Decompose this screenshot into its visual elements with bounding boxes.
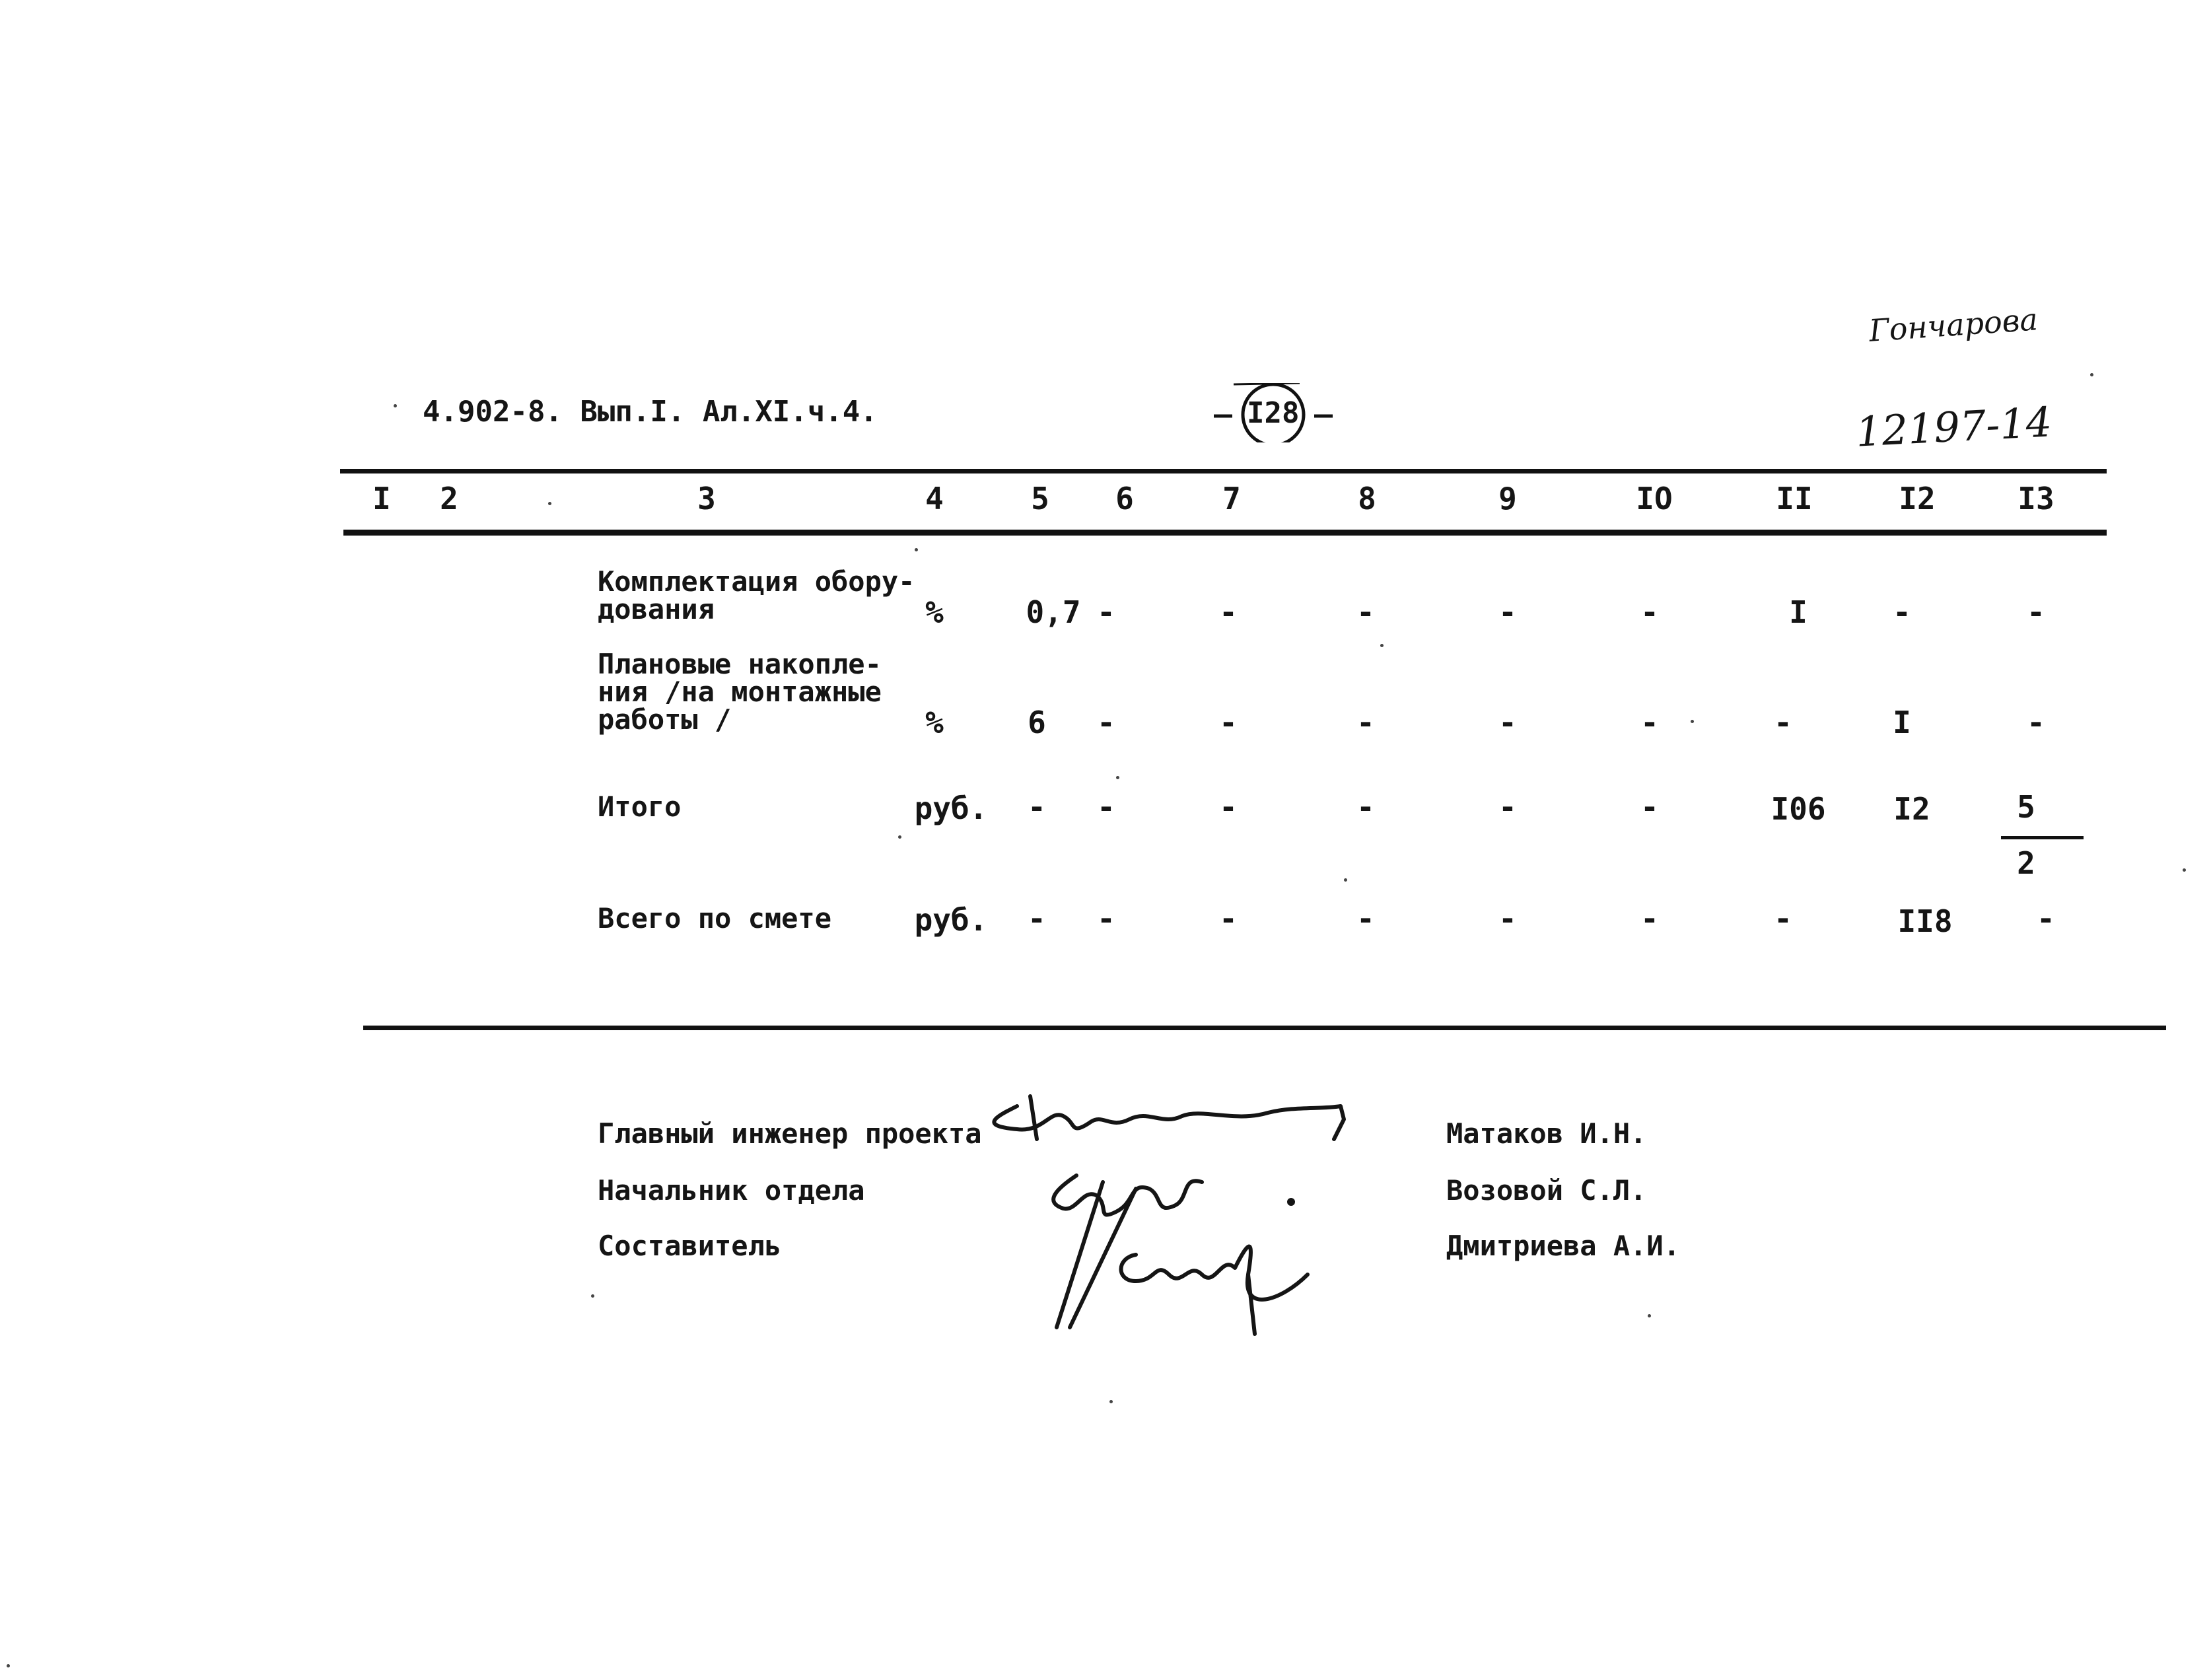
row-unit: % [925,594,944,630]
column-number: 3 [697,481,716,516]
cell-col-10: - [1640,705,1659,740]
row-label-line: дования [598,593,715,625]
row-label-line: Комплектация обору- [598,565,915,598]
signature-name: Возовой С.Л. [1446,1174,1647,1207]
column-number: 6 [1115,481,1134,516]
table-bottom-rule [363,1026,2166,1030]
cell-col-11: I06 [1771,791,1826,827]
cell-col-10: - [1640,789,1659,825]
cell-col-10: - [1640,594,1659,630]
cell-col-5: - [1028,901,1046,936]
cell-col-10: - [1640,901,1659,936]
column-number: I [372,481,391,516]
signature-role: Составитель [598,1230,782,1262]
fraction-bar [2001,836,2084,839]
cell-col-6: - [1097,789,1115,825]
document-code: 4.902-8. Вып.I. Ал.XI.ч.4. [423,395,878,429]
page-number-stamp [1214,383,1333,442]
cell-col-6: - [1097,594,1115,630]
cell-col-5: 6 [1028,705,1046,740]
cell-col-11: I [1789,594,1807,630]
cell-col-7: - [1219,594,1238,630]
signature-role: Главный инженер проекта [598,1117,982,1150]
cell-col-7: - [1219,901,1238,936]
handwritten-reference: 12197-14 [1854,398,2053,456]
row-label-line: ния /на монтажные [598,676,882,708]
row-label-line: работы / [598,703,732,736]
column-number: IO [1636,481,1673,516]
signature-name: Матаков И.Н. [1446,1117,1647,1150]
cell-col-13: - [2027,594,2045,630]
row-label-line: Итого [598,790,682,823]
row-unit: % [925,705,944,740]
cell-col-12: II8 [1897,903,1953,939]
cell-col-8: - [1356,789,1375,825]
column-number: 4 [925,481,944,516]
column-number: 7 [1222,481,1241,516]
cell-col-13-numerator: 5 [2017,789,2035,825]
cell-col-13: - [2027,705,2045,740]
row-label-line: Всего по смете [598,902,832,934]
cell-col-6: - [1097,705,1115,740]
page-number: I28 [1247,396,1300,430]
cell-col-9: - [1498,594,1517,630]
table-top-rule [340,469,2107,473]
cell-col-8: - [1356,901,1375,936]
cell-col-12: - [1893,594,1911,630]
column-number: II [1776,481,1813,516]
header-bottom-rule [343,530,2107,536]
column-number: 9 [1498,481,1517,516]
cell-col-5: - [1028,789,1046,825]
cell-col-13-denominator: 2 [2017,845,2035,881]
column-number: 8 [1358,481,1376,516]
cell-col-8: - [1356,705,1375,740]
column-number: 5 [1031,481,1049,516]
row-unit: руб. [914,790,988,826]
cell-col-5: 0,7 [1026,594,1081,630]
row-unit: руб. [914,902,988,938]
signature-role: Начальник отдела [598,1174,865,1207]
cell-col-7: - [1219,789,1238,825]
cell-col-9: - [1498,789,1517,825]
cell-col-11: - [1774,705,1792,740]
cell-col-11: - [1774,901,1792,936]
cell-col-12: I2 [1893,791,1930,827]
cell-col-6: - [1097,901,1115,936]
column-number: I3 [2018,481,2054,516]
cell-col-7: - [1219,705,1238,740]
cell-col-9: - [1498,901,1517,936]
row-label-line: Плановые накопле- [598,648,882,680]
cell-col-13: - [2037,901,2055,936]
column-number: I2 [1899,481,1936,516]
column-number: 2 [440,481,458,516]
handwritten-signatures [938,1076,1466,1360]
handwritten-name: Гончарова [1868,301,2039,349]
cell-col-9: - [1498,705,1517,740]
cell-col-12: I [1893,705,1911,740]
cell-col-8: - [1356,594,1375,630]
signature-name: Дмитриева А.И. [1446,1230,1681,1262]
